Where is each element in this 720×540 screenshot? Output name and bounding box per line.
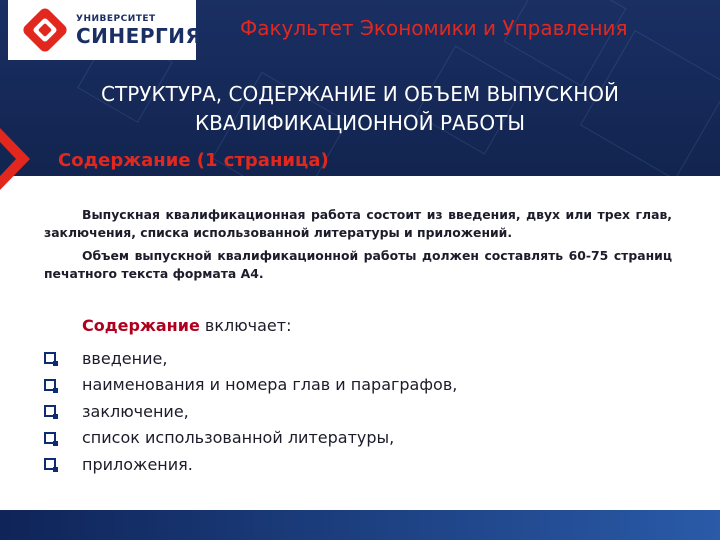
list-item [44, 451, 457, 478]
list-item [44, 372, 457, 399]
faculty-name: Факультет Экономики и Управления [240, 16, 628, 40]
includes-highlight: Содержание [82, 316, 200, 335]
logo-wordmark: СИНЕРГИЯ [76, 23, 202, 48]
includes-heading [82, 316, 291, 335]
decor-hexagon [504, 0, 627, 86]
contents-list [44, 345, 457, 478]
list-item-text: заключение, [82, 401, 189, 421]
list-item [44, 425, 457, 452]
paragraph-volume: Объем выпускной квалификационной работы должен составлять 60-75 страниц печатного текста формата А4. [44, 248, 672, 281]
logo-caption: УНИВЕРСИТЕТ [76, 13, 156, 24]
list-item [44, 398, 457, 425]
list-item-text: введение, [82, 348, 168, 368]
square-bullet-icon [44, 458, 56, 470]
slide-subtitle: Содержание (1 страница) [58, 150, 329, 171]
paragraph-structure: Выпускная квалификационная работа состоит из введения, двух или трех глав, заключения, списка использованной литературы и приложений. [44, 207, 672, 240]
list-item-text: приложения. [82, 454, 193, 474]
list-item [44, 345, 457, 372]
red-chevron-icon [0, 128, 44, 190]
list-item-text: список использованной литературы, [82, 428, 395, 448]
footer-band [0, 510, 720, 540]
body-text [44, 206, 672, 282]
square-bullet-icon [44, 405, 56, 417]
square-bullet-icon [44, 379, 56, 391]
slide-title: СТРУКТУРА, СОДЕРЖАНИЕ И ОБЪЕМ ВЫПУСКНОЙ КВАЛИФИКАЦИОННОЙ РАБОТЫ [101, 82, 619, 135]
list-item-text: наименования и номера глав и параграфов, [82, 375, 458, 395]
includes-rest: включает: [199, 316, 292, 335]
university-logo[interactable] [8, 0, 202, 60]
synergy-logo-mark-icon [22, 7, 68, 53]
square-bullet-icon [44, 352, 56, 364]
square-bullet-icon [44, 432, 56, 444]
